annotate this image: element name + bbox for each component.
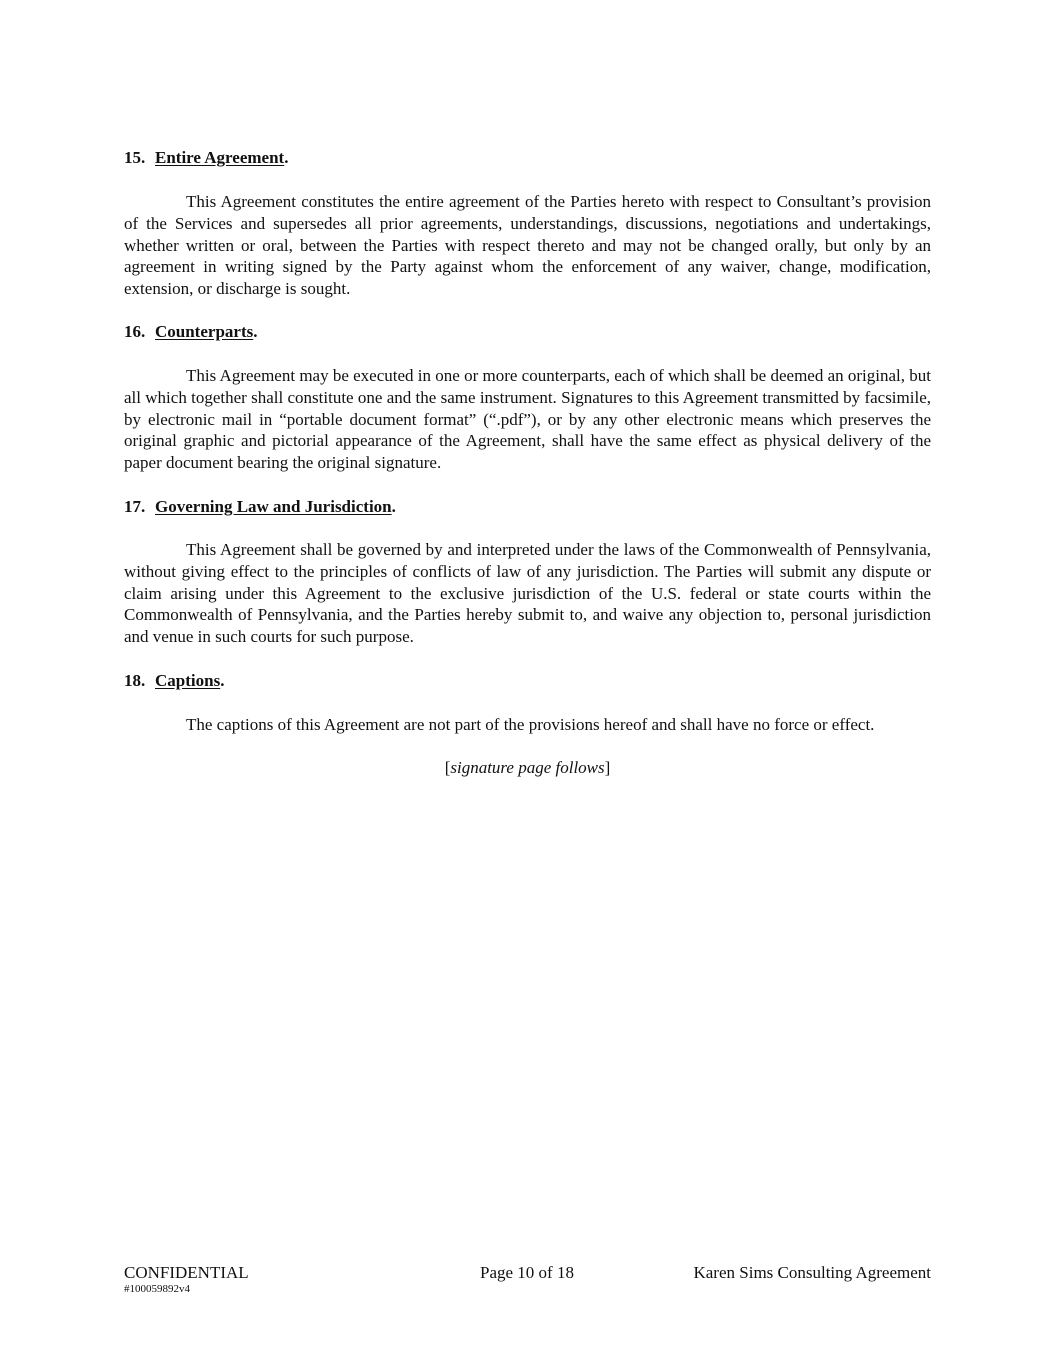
- section-number: 17.: [124, 497, 146, 516]
- section-heading: [124, 496, 931, 518]
- section-heading: [124, 147, 931, 169]
- section-title: Governing Law and Jurisdiction: [155, 497, 392, 516]
- section-heading: [124, 670, 931, 692]
- confidential-label: CONFIDENTIAL: [124, 1263, 249, 1282]
- heading-period: .: [253, 322, 258, 341]
- section-number: 15.: [124, 148, 146, 167]
- section-17: [124, 496, 931, 518]
- page-number: Page 10 of 18: [480, 1263, 574, 1282]
- bracket-open: [: [444, 758, 451, 777]
- section-15: [124, 147, 931, 169]
- section-title: Entire Agreement: [155, 148, 285, 167]
- section-title: Captions: [155, 671, 221, 690]
- section-18: [124, 670, 931, 692]
- signature-page-note: [124, 757, 931, 779]
- document-title: Karen Sims Consulting Agreement: [693, 1263, 931, 1282]
- section-number: 16.: [124, 322, 146, 341]
- heading-period: .: [391, 497, 396, 516]
- signature-note-text: signature page follows: [450, 758, 605, 777]
- section-number: 18.: [124, 671, 146, 690]
- section-17-body: This Agreement shall be governed by and interpreted under the laws of the Commonwealth of Pennsylvania, without giving effect to the principles of conflicts of law of any jurisdiction. The Parties will submit any dispute or claim arising under this Agreement to the exclusive jurisdiction of the U.S. federal or state courts within the Commonwealth of Pennsylvania, and the Parties hereby submit to, and waive any objection to, personal jurisdiction and venue in such courts for such purpose.: [124, 540, 931, 647]
- bracket-close: ]: [604, 758, 611, 777]
- document-page: [124, 0, 931, 1365]
- document-id: #100059892v4: [124, 1283, 190, 1295]
- section-16-body: This Agreement may be executed in one or more counterparts, each of which shall be deemed an original, but all which together shall constitute one and the same instrument. Signatures to this Agreement transmitted by facsimile, by electronic mail in “portable document format” (“.pdf”), or by any other electronic means which preserves the original graphic and pictorial appearance of the Agreement, shall have the same effect as physical delivery of the paper document bearing the original signature.: [124, 366, 931, 473]
- section-18-body: The captions of this Agreement are not part of the provisions hereof and shall have no force or effect.: [186, 715, 875, 734]
- heading-period: .: [284, 148, 289, 167]
- section-heading: [124, 321, 931, 343]
- section-16: [124, 321, 931, 343]
- section-title: Counterparts: [155, 322, 254, 341]
- section-15-body: This Agreement constitutes the entire agreement of the Parties hereto with respect to Consultant’s provision of the Services and supersedes all prior agreements, understandings, discussions, negotiations and undertakings, whether written or oral, between the Parties with respect thereto and may not be changed orally, but only by an agreement in writing signed by the Party against whom the enforcement of any waiver, change, modification, extension, or discharge is sought.: [124, 192, 931, 299]
- heading-period: .: [220, 671, 225, 690]
